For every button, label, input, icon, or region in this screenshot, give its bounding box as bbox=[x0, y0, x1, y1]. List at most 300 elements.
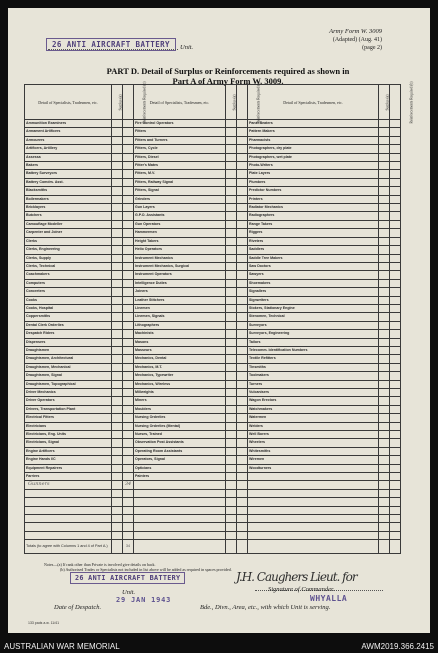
trade-cell: Saddle Tree Makers bbox=[248, 254, 379, 262]
blank-cell bbox=[134, 515, 226, 523]
trade-cell: Electricians bbox=[25, 422, 112, 430]
trade-cell: Wiremen bbox=[248, 456, 379, 464]
table-row bbox=[25, 195, 401, 203]
trade-cell: Predictor Numbers bbox=[248, 187, 379, 195]
surplus-cell bbox=[112, 187, 123, 195]
trade-cell: G.P.O. Assistants bbox=[134, 212, 226, 220]
table-row bbox=[25, 279, 401, 287]
surplus-cell bbox=[379, 389, 390, 397]
trade-cell: Plumbers bbox=[248, 178, 379, 186]
blank-cell bbox=[134, 506, 226, 514]
reinforcement-cell bbox=[123, 187, 134, 195]
blank-cell bbox=[134, 531, 226, 539]
caption-accession: AWM2019.366.2415 bbox=[361, 642, 434, 651]
reinforcement-cell bbox=[123, 372, 134, 380]
table-row bbox=[25, 136, 401, 144]
surplus-cell bbox=[112, 397, 123, 405]
surplus-cell bbox=[379, 153, 390, 161]
blank-cell bbox=[248, 531, 379, 539]
reinforcement-cell bbox=[123, 304, 134, 312]
trade-cell: Driver Operators bbox=[25, 397, 112, 405]
trade-cell: Coppersmiths bbox=[25, 313, 112, 321]
handwritten-trade: Gunners bbox=[25, 481, 112, 489]
reinforcement-cell bbox=[390, 346, 401, 354]
form-number: Army Form W. 3009 bbox=[329, 28, 382, 35]
reinforcement-cell bbox=[123, 330, 134, 338]
blank-cell bbox=[390, 498, 401, 506]
blank-cell bbox=[123, 506, 134, 514]
trade-cell: Turners bbox=[248, 380, 379, 388]
surplus-cell bbox=[112, 246, 123, 254]
trade-cell: Mechanics, Typewriter bbox=[134, 372, 226, 380]
trade-cell: Coachmakers bbox=[25, 271, 112, 279]
table-row bbox=[25, 212, 401, 220]
reinforcement-cell bbox=[237, 262, 248, 270]
reinforcement-cell bbox=[237, 170, 248, 178]
blank-cell bbox=[248, 498, 379, 506]
trade-cell: Instrument Operators bbox=[134, 271, 226, 279]
reinforcement-cell bbox=[123, 145, 134, 153]
surplus-cell bbox=[379, 447, 390, 455]
surplus-cell bbox=[112, 136, 123, 144]
surplus-cell bbox=[226, 355, 237, 363]
trade-cell: Draughtsmen bbox=[25, 346, 112, 354]
surplus-cell bbox=[226, 389, 237, 397]
blank-row bbox=[25, 515, 401, 523]
reinforcement-cell bbox=[237, 288, 248, 296]
surplus-cell bbox=[379, 456, 390, 464]
blank-cell bbox=[379, 515, 390, 523]
table-row bbox=[25, 313, 401, 321]
reinforcement-cell bbox=[123, 212, 134, 220]
table-row bbox=[25, 405, 401, 413]
table-row bbox=[25, 237, 401, 245]
trade-cell: Operators, Signal bbox=[134, 456, 226, 464]
trade-cell: Gun Operators bbox=[134, 220, 226, 228]
surplus-cell bbox=[379, 330, 390, 338]
surplus-cell bbox=[379, 271, 390, 279]
surplus-cell bbox=[379, 304, 390, 312]
reinforcement-cell bbox=[390, 170, 401, 178]
trade-cell: Fitters and Turners bbox=[134, 136, 226, 144]
surplus-cell bbox=[379, 170, 390, 178]
surplus-cell bbox=[112, 145, 123, 153]
surplus-cell bbox=[112, 346, 123, 354]
surplus-cell bbox=[226, 195, 237, 203]
surplus-cell bbox=[112, 220, 123, 228]
reinforcement-cell bbox=[390, 195, 401, 203]
trade-cell: Riveters bbox=[248, 237, 379, 245]
trade-cell: Masons bbox=[134, 338, 226, 346]
trade-cell: Photographers, dry plate bbox=[248, 145, 379, 153]
reinforcement-cell bbox=[390, 162, 401, 170]
table-row bbox=[25, 473, 401, 481]
trade-cell: Engine Artificers bbox=[25, 447, 112, 455]
surplus-cell bbox=[112, 162, 123, 170]
reinforcement-cell bbox=[123, 431, 134, 439]
surplus-cell bbox=[226, 372, 237, 380]
trade-cell: Grinders bbox=[134, 195, 226, 203]
reinforcement-cell bbox=[237, 187, 248, 195]
reinforcement-cell bbox=[237, 120, 248, 128]
surplus-cell bbox=[226, 363, 237, 371]
surplus-cell bbox=[379, 464, 390, 472]
surplus-cell bbox=[379, 279, 390, 287]
surplus-cell bbox=[226, 304, 237, 312]
trade-cell: Lithographers bbox=[134, 321, 226, 329]
surplus-cell bbox=[379, 204, 390, 212]
surplus-cell bbox=[379, 313, 390, 321]
table-header-row bbox=[25, 85, 401, 120]
reinforcements-col-header: Reinforcements Required (b) bbox=[237, 85, 248, 120]
trade-cell: Bakers bbox=[25, 162, 112, 170]
surplus-cell bbox=[226, 220, 237, 228]
blank-row bbox=[25, 523, 401, 531]
reinforcement-cell bbox=[390, 187, 401, 195]
trade-cell: Wheelers bbox=[248, 439, 379, 447]
surplus-cell bbox=[112, 464, 123, 472]
blank-cell bbox=[390, 515, 401, 523]
trade-cell: Cooks bbox=[25, 296, 112, 304]
surplus-cell bbox=[379, 128, 390, 136]
trade-cell: Boilermakers bbox=[25, 195, 112, 203]
trade-cell: Leather Stitchers bbox=[134, 296, 226, 304]
surplus-cell bbox=[112, 414, 123, 422]
trade-cell: Stenomen, Technical bbox=[248, 313, 379, 321]
surplus-cell bbox=[112, 212, 123, 220]
reinforcement-cell bbox=[390, 313, 401, 321]
handwritten-row bbox=[25, 481, 401, 489]
trade-cell: Draughtsmen, Topographical bbox=[25, 380, 112, 388]
reinforcement-cell bbox=[237, 145, 248, 153]
part-heading bbox=[58, 66, 398, 86]
reinforcement-cell bbox=[123, 414, 134, 422]
trade-cell: Draughtsmen, Mechanical bbox=[25, 363, 112, 371]
trade-cell: Vulcanisers bbox=[248, 389, 379, 397]
place-stamp: WHYALLA bbox=[310, 594, 348, 603]
table-row bbox=[25, 389, 401, 397]
blank-cell bbox=[390, 531, 401, 539]
totals-surplus bbox=[112, 540, 123, 554]
blank-cell bbox=[123, 489, 134, 497]
blank-cell bbox=[25, 506, 112, 514]
surplus-cell bbox=[226, 178, 237, 186]
surplus-cell bbox=[112, 338, 123, 346]
trade-cell: Engine Hands I/C bbox=[25, 456, 112, 464]
table-row bbox=[25, 254, 401, 262]
reinforcement-cell bbox=[390, 330, 401, 338]
reinforcement-cell bbox=[237, 178, 248, 186]
trade-cell: Telecomm. Identification Numbers bbox=[248, 346, 379, 354]
surplus-cell bbox=[226, 405, 237, 413]
surplus-cell bbox=[226, 397, 237, 405]
blank-cell bbox=[390, 489, 401, 497]
blank-cell bbox=[112, 523, 123, 531]
trade-cell: Height Takers bbox=[134, 237, 226, 245]
surplus-cell bbox=[226, 170, 237, 178]
blank-cell bbox=[226, 489, 237, 497]
trade-cell: Fitter's Mates bbox=[134, 162, 226, 170]
surplus-cell bbox=[226, 330, 237, 338]
reinforcement-cell bbox=[237, 355, 248, 363]
surplus-cell bbox=[379, 439, 390, 447]
table-row bbox=[25, 229, 401, 237]
surplus-cell bbox=[112, 431, 123, 439]
trade-cell: Fitters bbox=[134, 128, 226, 136]
reinforcement-cell bbox=[237, 313, 248, 321]
table-row bbox=[25, 431, 401, 439]
reinforcement-cell bbox=[123, 439, 134, 447]
surplus-cell bbox=[379, 254, 390, 262]
trade-cell: Observation Post Assistants bbox=[134, 439, 226, 447]
surplus-cell bbox=[226, 338, 237, 346]
reinforcement-cell bbox=[123, 246, 134, 254]
trade-cell bbox=[248, 473, 379, 481]
reinforcement-cell bbox=[237, 372, 248, 380]
blank-cell bbox=[248, 515, 379, 523]
archive-caption bbox=[0, 641, 438, 653]
trade-cell: Millwrights bbox=[134, 389, 226, 397]
blank-cell bbox=[390, 481, 401, 489]
reinforcement-cell bbox=[390, 136, 401, 144]
blank-cell bbox=[237, 481, 248, 489]
trade-cell: Radiographers bbox=[248, 212, 379, 220]
trade-cell: Painters bbox=[134, 473, 226, 481]
trade-cell: Watchmakers bbox=[248, 405, 379, 413]
form-adapted: (Adapted) (Aug. 41) bbox=[332, 37, 382, 43]
reinforcement-cell bbox=[390, 153, 401, 161]
blank-row bbox=[25, 506, 401, 514]
unit-label-bottom: Unit. bbox=[122, 589, 136, 596]
surplus-cell bbox=[379, 246, 390, 254]
table-row bbox=[25, 447, 401, 455]
trade-cell: Battery Surveyors bbox=[25, 170, 112, 178]
reinforcement-cell bbox=[123, 447, 134, 455]
reinforcement-cell bbox=[390, 254, 401, 262]
reinforcement-cell bbox=[123, 153, 134, 161]
trade-cell: Radiator Mechanics bbox=[248, 204, 379, 212]
blank-cell bbox=[25, 498, 112, 506]
trade-col-header: Detail of Specialists, Tradesmen, etc. bbox=[248, 85, 379, 120]
surplus-cell bbox=[226, 447, 237, 455]
blank-cell bbox=[237, 506, 248, 514]
reinforcement-cell bbox=[123, 220, 134, 228]
trade-cell: Plate Layers bbox=[248, 170, 379, 178]
reinforcement-cell bbox=[123, 128, 134, 136]
surplus-cell bbox=[112, 271, 123, 279]
reinforcement-cell bbox=[123, 422, 134, 430]
trade-cell: Wagon Erectors bbox=[248, 397, 379, 405]
reinforcement-cell bbox=[390, 262, 401, 270]
reinforcement-cell bbox=[237, 321, 248, 329]
table-row bbox=[25, 330, 401, 338]
trade-cell: Watermen bbox=[248, 414, 379, 422]
trade-cell: Fitters, Cycle bbox=[134, 145, 226, 153]
reinforcement-cell bbox=[390, 204, 401, 212]
surplus-cell bbox=[226, 187, 237, 195]
trade-cell: Bricklayers bbox=[25, 204, 112, 212]
surplus-cell bbox=[379, 431, 390, 439]
surplus-cell bbox=[379, 187, 390, 195]
reinforcement-cell bbox=[123, 229, 134, 237]
blank-cell bbox=[25, 489, 112, 497]
reinforcement-cell bbox=[237, 195, 248, 203]
trade-cell: Instrument Mechanics bbox=[134, 254, 226, 262]
surplus-cell bbox=[226, 136, 237, 144]
reinforcement-cell bbox=[390, 271, 401, 279]
reinforcement-cell bbox=[237, 128, 248, 136]
table-row bbox=[25, 246, 401, 254]
reinforcement-cell bbox=[123, 254, 134, 262]
table-row bbox=[25, 346, 401, 354]
totals-value: 34 bbox=[123, 540, 134, 554]
trade-cell: Shoemakers bbox=[248, 279, 379, 287]
surplus-cell bbox=[226, 212, 237, 220]
trade-cell: Camouflage Modeller bbox=[25, 220, 112, 228]
table-row bbox=[25, 372, 401, 380]
blank-cell bbox=[248, 481, 379, 489]
trade-cell: Concreters bbox=[25, 288, 112, 296]
trade-cell: Cooks, Hospital bbox=[25, 304, 112, 312]
surplus-cell bbox=[379, 346, 390, 354]
trade-cell: Artificers, Artillery bbox=[25, 145, 112, 153]
blank-cell bbox=[112, 489, 123, 497]
reinforcement-cell bbox=[237, 254, 248, 262]
surplus-cell bbox=[112, 195, 123, 203]
surplus-cell bbox=[112, 229, 123, 237]
trade-cell: Fitters, M.V. bbox=[134, 170, 226, 178]
reinforcement-cell bbox=[237, 380, 248, 388]
reinforcement-cell bbox=[123, 380, 134, 388]
unit-stamp-bottom: 26 ANTI AIRCRAFT BATTERY bbox=[70, 572, 185, 584]
reinforcement-cell bbox=[123, 204, 134, 212]
reinforcement-cell bbox=[123, 288, 134, 296]
reinforcement-cell bbox=[390, 414, 401, 422]
blank-cell bbox=[390, 523, 401, 531]
reinforcement-cell bbox=[123, 313, 134, 321]
totals-label: Totals (to agree with Columns 1 and 4 of Part A.) bbox=[25, 540, 112, 554]
trade-cell: Carpenter and Joiner bbox=[25, 229, 112, 237]
surplus-cell bbox=[226, 229, 237, 237]
form-reference bbox=[329, 28, 382, 52]
table-row bbox=[25, 170, 401, 178]
reinforcement-cell bbox=[237, 422, 248, 430]
reinforcement-cell bbox=[237, 162, 248, 170]
trade-cell: Driver Mechanics bbox=[25, 389, 112, 397]
reinforcement-cell bbox=[237, 431, 248, 439]
surplus-cell bbox=[112, 321, 123, 329]
reinforcement-cell bbox=[390, 279, 401, 287]
surplus-cell bbox=[226, 145, 237, 153]
table-row bbox=[25, 262, 401, 270]
blank-cell bbox=[226, 506, 237, 514]
surplus-cell bbox=[379, 338, 390, 346]
blank-cell bbox=[226, 515, 237, 523]
reinforcement-cell bbox=[123, 397, 134, 405]
surplus-cell bbox=[226, 128, 237, 136]
table-row bbox=[25, 288, 401, 296]
surplus-cell bbox=[226, 237, 237, 245]
blank-cell bbox=[25, 515, 112, 523]
blank-cell bbox=[112, 506, 123, 514]
reinforcement-cell bbox=[390, 380, 401, 388]
trade-cell: Photo-Writers bbox=[248, 162, 379, 170]
reinforcement-cell bbox=[390, 447, 401, 455]
blank-cell bbox=[248, 506, 379, 514]
reinforcement-cell bbox=[123, 271, 134, 279]
trade-cell: Joiners bbox=[134, 288, 226, 296]
blank-cell bbox=[226, 481, 237, 489]
reinforcement-cell bbox=[237, 153, 248, 161]
reinforcement-cell bbox=[390, 296, 401, 304]
surplus-cell bbox=[379, 145, 390, 153]
surplus-cell bbox=[112, 178, 123, 186]
reinforcement-cell bbox=[237, 405, 248, 413]
trade-cell: Fitters, Signal bbox=[134, 187, 226, 195]
surplus-cell bbox=[226, 262, 237, 270]
surplus-cell bbox=[226, 313, 237, 321]
reinforcement-cell bbox=[390, 389, 401, 397]
surplus-cell bbox=[379, 120, 390, 128]
surplus-col-header: Surplus (a) bbox=[226, 85, 237, 120]
reinforcement-cell bbox=[237, 220, 248, 228]
reinforcement-cell bbox=[390, 338, 401, 346]
reinforcement-cell bbox=[123, 464, 134, 472]
surplus-cell bbox=[226, 380, 237, 388]
reinforcement-cell bbox=[237, 346, 248, 354]
reinforcement-cell bbox=[237, 473, 248, 481]
reinforcement-cell bbox=[390, 372, 401, 380]
blank-cell bbox=[123, 531, 134, 539]
surplus-cell bbox=[226, 422, 237, 430]
trade-cell: Welders bbox=[248, 422, 379, 430]
reinforcement-cell bbox=[123, 279, 134, 287]
trade-cell: Hammermen bbox=[134, 229, 226, 237]
surplus-cell bbox=[379, 296, 390, 304]
blank-cell bbox=[379, 540, 390, 554]
table-row bbox=[25, 414, 401, 422]
reinforcement-cell bbox=[390, 473, 401, 481]
trade-cell: Woodturners bbox=[248, 464, 379, 472]
trade-cell: Equipment Repairers bbox=[25, 464, 112, 472]
reinforcement-cell bbox=[237, 229, 248, 237]
trade-cell: Clerks, Technical bbox=[25, 262, 112, 270]
trade-cell: Blacksmiths bbox=[25, 187, 112, 195]
reinforcement-cell bbox=[123, 346, 134, 354]
trade-cell: Signallers bbox=[248, 288, 379, 296]
trade-cell: Drivers, Transportation Plant bbox=[25, 405, 112, 413]
surplus-cell bbox=[112, 330, 123, 338]
surplus-cell bbox=[112, 380, 123, 388]
handwritten-surplus bbox=[112, 481, 123, 489]
trade-cell: Mechanics, Wireless bbox=[134, 380, 226, 388]
table-row bbox=[25, 128, 401, 136]
reinforcement-cell bbox=[123, 473, 134, 481]
trade-cell: Armament Artificers bbox=[25, 128, 112, 136]
trade-cell: Dispensers bbox=[25, 338, 112, 346]
handwritten-count: 34 bbox=[123, 481, 134, 489]
trade-cell: Linemen bbox=[134, 304, 226, 312]
surplus-cell bbox=[379, 136, 390, 144]
reinforcement-cell bbox=[123, 262, 134, 270]
reinforcement-cell bbox=[123, 178, 134, 186]
reinforcement-cell bbox=[123, 355, 134, 363]
blank-cell bbox=[123, 523, 134, 531]
blank-cell bbox=[248, 489, 379, 497]
surplus-cell bbox=[226, 321, 237, 329]
blank-cell bbox=[123, 498, 134, 506]
totals-row bbox=[25, 540, 401, 554]
